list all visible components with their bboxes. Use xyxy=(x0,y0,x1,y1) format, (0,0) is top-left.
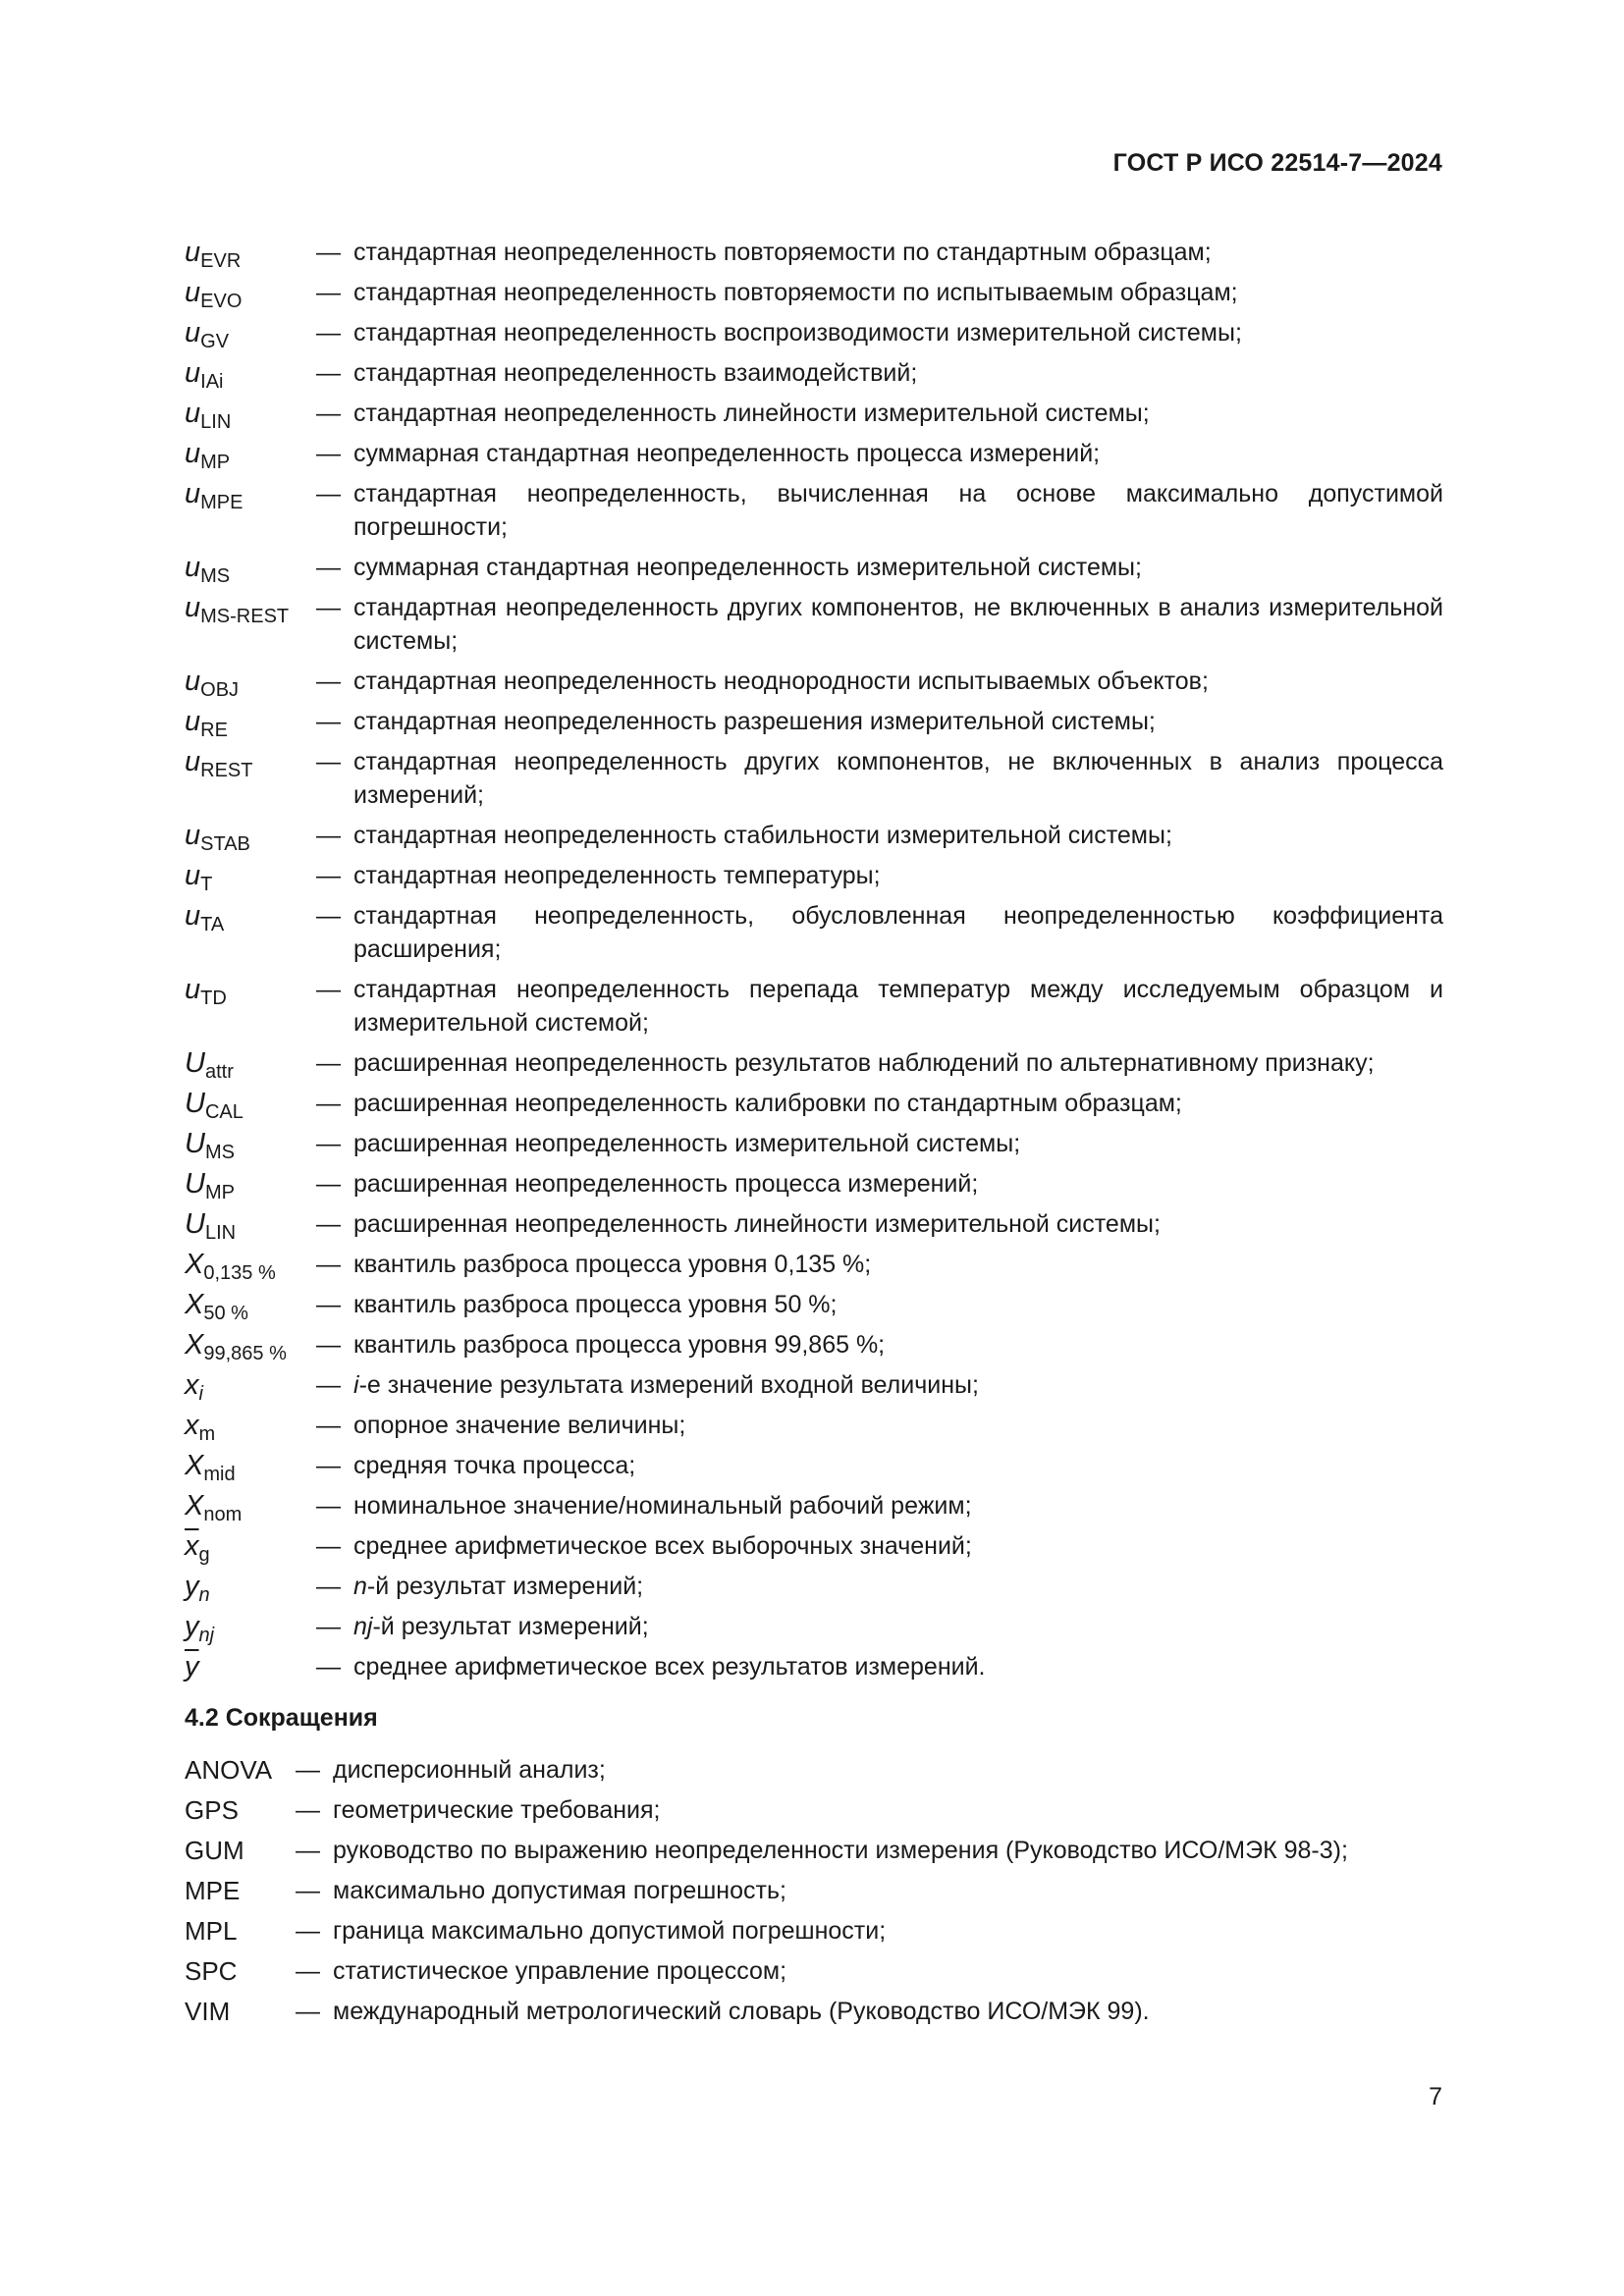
dash: — xyxy=(296,1917,320,1945)
symbol xyxy=(185,1087,316,1123)
symbol xyxy=(185,973,316,1040)
abbreviation: MPE xyxy=(185,1876,241,1905)
abbreviation: SPC xyxy=(185,1956,238,1986)
definition-text: стандартная неопределенность, обусловленная неопределенностью коэффициента расширения; xyxy=(353,902,1443,963)
dash: — xyxy=(316,902,341,930)
definition-text: стандартная неопределенность других компонентов, не включенных в анализ процесса измерений; xyxy=(353,748,1443,809)
definition-italic-prefix: nj xyxy=(353,1613,373,1640)
document-header: ГОСТ Р ИСО 22514-7—2024 xyxy=(1112,149,1442,177)
abbreviation-entry xyxy=(185,1914,1443,1948)
definition-text: квантиль разброса процесса уровня 99,865 %; xyxy=(353,1331,886,1359)
symbol-entry xyxy=(185,745,1443,812)
symbol-definition xyxy=(353,1368,1443,1402)
definition-text: стандартная неопределенность неоднородности испытываемых объектов; xyxy=(353,667,1209,695)
definition-text: стандартная неопределенность других компонентов, не включенных в анализ измерительной системы; xyxy=(353,594,1443,655)
abbreviation-definition: дисперсионный анализ; xyxy=(333,1756,606,1784)
dash: — xyxy=(316,1049,341,1077)
symbol-subscript: mid xyxy=(203,1464,236,1485)
symbol xyxy=(185,899,316,966)
symbol-subscript-text: i xyxy=(198,1383,203,1405)
abbreviation-definition: граница максимально допустимой погрешности; xyxy=(333,1917,887,1945)
symbol-subscript: nom xyxy=(203,1504,243,1525)
symbol-definition xyxy=(353,705,1443,738)
symbol-entry xyxy=(185,1529,1443,1566)
dash: — xyxy=(316,1170,341,1198)
symbol-definition xyxy=(353,1449,1443,1482)
symbol-base: u xyxy=(185,438,201,469)
symbol xyxy=(185,397,316,433)
symbol-subscript: attr xyxy=(204,1061,234,1083)
symbol xyxy=(185,1409,316,1445)
symbol-base: X xyxy=(185,1450,204,1481)
dash: — xyxy=(316,554,341,581)
dash: — xyxy=(316,239,341,266)
definition-text: стандартная неопределенность повторяемости по стандартным образцам; xyxy=(353,239,1212,266)
symbol-entry xyxy=(185,477,1443,544)
symbol-base: $\overline{x}$ xyxy=(185,1530,199,1562)
dash: — xyxy=(316,1331,341,1359)
symbol xyxy=(185,1610,316,1646)
symbol-base: U xyxy=(185,1047,205,1079)
symbol-entry xyxy=(185,1650,1443,1683)
abbreviation-definition: руководство по выражению неопределенности измерения (Руководство ИСО/МЭК 98-3); xyxy=(333,1837,1348,1864)
dash: — xyxy=(316,1492,341,1520)
dash: — xyxy=(316,1371,341,1399)
symbol-base: y xyxy=(185,1571,199,1602)
dash: — xyxy=(316,748,341,775)
symbol-entry xyxy=(185,665,1443,701)
abbreviation-definition: статистическое управление процессом; xyxy=(333,1957,787,1985)
symbol-entry xyxy=(185,236,1443,272)
symbol-subscript: MS xyxy=(204,1142,235,1163)
symbol-subscript: GV xyxy=(200,331,230,352)
definition-text: стандартная неопределенность стабильности измерительной системы; xyxy=(353,822,1172,849)
symbol-base: u xyxy=(185,357,201,389)
symbol-subscript xyxy=(199,1625,215,1646)
symbol-entry xyxy=(185,551,1443,587)
definition-text: среднее арифметическое всех выборочных значений; xyxy=(353,1532,972,1560)
abbreviation-entry xyxy=(185,1874,1443,1907)
symbol-subscript xyxy=(199,1383,203,1405)
symbol xyxy=(185,477,316,544)
symbol-base: x xyxy=(185,1410,199,1441)
symbol-base: u xyxy=(185,974,201,1005)
symbol-entry xyxy=(185,1167,1443,1201)
symbol-base: u xyxy=(185,746,201,777)
symbol-entry xyxy=(185,591,1443,658)
symbol-base: u xyxy=(185,478,201,509)
symbols-list xyxy=(185,236,1443,1690)
definition-text: расширенная неопределенность результатов наблюдений по альтернативному признаку; xyxy=(353,1049,1375,1077)
abbreviation: GPS xyxy=(185,1795,239,1825)
symbol-entry xyxy=(185,1207,1443,1244)
symbol xyxy=(185,1650,316,1683)
dash: — xyxy=(316,1251,341,1278)
symbol-subscript: MS xyxy=(200,565,231,587)
symbol xyxy=(185,1248,316,1284)
definition-text: расширенная неопределенность линейности измерительной системы; xyxy=(353,1210,1161,1238)
symbol-definition xyxy=(353,1248,1443,1281)
symbol-entry xyxy=(185,1087,1443,1123)
symbol-definition xyxy=(353,1167,1443,1201)
dash: — xyxy=(316,1452,341,1479)
symbol-definition xyxy=(353,859,1443,892)
symbol xyxy=(185,236,316,272)
symbol xyxy=(185,1288,316,1324)
symbol-entry xyxy=(185,437,1443,473)
symbol-definition xyxy=(353,316,1443,349)
symbol-definition xyxy=(353,1087,1443,1120)
symbol-entry xyxy=(185,276,1443,312)
symbol xyxy=(185,1046,316,1083)
dash: — xyxy=(316,279,341,306)
abbreviation-definition: максимально допустимая погрешность; xyxy=(333,1877,786,1904)
symbol-definition xyxy=(353,1650,1443,1683)
symbol-definition xyxy=(353,819,1443,852)
abbreviation: ANOVA xyxy=(185,1755,273,1785)
symbol xyxy=(185,437,316,473)
definition-italic-prefix: i xyxy=(353,1371,359,1399)
symbol-entry xyxy=(185,705,1443,741)
symbol-base: u xyxy=(185,706,201,737)
dash: — xyxy=(316,1130,341,1157)
symbol xyxy=(185,1449,316,1485)
symbol-base: x xyxy=(185,1369,199,1401)
symbol xyxy=(185,551,316,587)
symbol-base: u xyxy=(185,666,201,697)
abbreviation: GUM xyxy=(185,1836,244,1865)
symbol-subscript: 50 % xyxy=(203,1303,248,1324)
definition-text: -й результат измерений; xyxy=(366,1573,644,1600)
definition-text: стандартная неопределенность разрешения измерительной системы; xyxy=(353,708,1156,735)
symbol-subscript: 0,135 % xyxy=(203,1262,276,1284)
definition-text: номинальное значение/номинальный рабочий режим; xyxy=(353,1492,972,1520)
abbreviation-entry xyxy=(185,1995,1443,2028)
dash: — xyxy=(296,1796,320,1824)
symbol-base: u xyxy=(185,277,201,308)
definition-text: расширенная неопределенность калибровки по стандартным образцам; xyxy=(353,1090,1182,1117)
abbreviation-entry xyxy=(185,1753,1443,1787)
symbol xyxy=(185,1207,316,1244)
symbol-definition xyxy=(353,973,1443,1040)
definition-text: опорное значение величины; xyxy=(353,1412,686,1439)
definition-text: средняя точка процесса; xyxy=(353,1452,636,1479)
symbol xyxy=(185,1368,316,1405)
symbol-entry xyxy=(185,1409,1443,1445)
symbol xyxy=(185,1489,316,1525)
definition-text: стандартная неопределенность линейности измерительной системы; xyxy=(353,400,1150,427)
symbol-definition xyxy=(353,1489,1443,1522)
symbol-definition xyxy=(353,1610,1443,1643)
symbol-definition xyxy=(353,1207,1443,1241)
definition-text: стандартная неопределенность перепада температур между исследуемым образцом и измерительной системой; xyxy=(353,976,1443,1037)
symbol-base: U xyxy=(185,1208,205,1240)
dash: — xyxy=(316,400,341,427)
symbol-entry xyxy=(185,859,1443,895)
dash: — xyxy=(316,667,341,695)
symbol-base: U xyxy=(185,1128,205,1159)
definition-italic-prefix: n xyxy=(353,1573,367,1600)
definition-text: стандартная неопределенность взаимодействий; xyxy=(353,359,918,387)
abbreviation-definition: международный метрологический словарь (Руководство ИСО/МЭК 99). xyxy=(333,1998,1150,2025)
symbol-subscript: MPE xyxy=(200,492,244,513)
definition-text: суммарная стандартная неопределенность процесса измерений; xyxy=(353,440,1101,467)
symbol-entry xyxy=(185,1127,1443,1163)
symbol-entry xyxy=(185,1288,1443,1324)
symbol-subscript: STAB xyxy=(200,833,250,855)
symbol-entry xyxy=(185,899,1443,966)
symbol xyxy=(185,591,316,658)
definition-text: квантиль разброса процесса уровня 50 %; xyxy=(353,1291,838,1318)
symbol xyxy=(185,859,316,895)
symbol xyxy=(185,705,316,741)
symbol-definition xyxy=(353,1288,1443,1321)
symbol xyxy=(185,1328,316,1362)
symbol-subscript: g xyxy=(198,1544,210,1566)
symbol-definition xyxy=(353,1409,1443,1442)
symbol-subscript: IAi xyxy=(200,371,224,393)
abbreviation-entry xyxy=(185,1954,1443,1988)
symbol-entry xyxy=(185,397,1443,433)
symbol-base: X xyxy=(185,1249,204,1280)
symbol-definition xyxy=(353,477,1443,544)
definition-text: расширенная неопределенность измерительной системы; xyxy=(353,1130,1021,1157)
abbreviation: MPL xyxy=(185,1916,238,1946)
dash: — xyxy=(316,359,341,387)
symbol-base: X xyxy=(185,1329,204,1361)
dash: — xyxy=(316,822,341,849)
symbol-entry xyxy=(185,1368,1443,1405)
symbol-entry xyxy=(185,356,1443,393)
dash: — xyxy=(296,1837,320,1864)
symbol-definition xyxy=(353,356,1443,390)
symbol-base: u xyxy=(185,317,201,348)
symbol-definition xyxy=(353,591,1443,658)
dash: — xyxy=(316,440,341,467)
dash: — xyxy=(316,480,341,507)
dash: — xyxy=(296,1957,320,1985)
symbol-definition xyxy=(353,1529,1443,1563)
abbreviation-entry xyxy=(185,1793,1443,1827)
symbol-subscript xyxy=(199,1584,210,1606)
symbol-definition xyxy=(353,551,1443,584)
symbol-definition xyxy=(353,899,1443,966)
symbol-subscript-text: n xyxy=(198,1584,210,1606)
definition-text: стандартная неопределенность, вычисленная на основе максимально допустимой погрешности; xyxy=(353,480,1443,541)
symbol-entry xyxy=(185,1248,1443,1284)
symbol xyxy=(185,665,316,701)
symbol-subscript: MP xyxy=(204,1182,235,1203)
symbol-definition xyxy=(353,745,1443,812)
symbol-definition xyxy=(353,236,1443,269)
dash: — xyxy=(316,1090,341,1117)
symbol xyxy=(185,819,316,855)
symbol-definition xyxy=(353,397,1443,430)
symbol-subscript: TD xyxy=(200,988,227,1009)
symbol-entry xyxy=(185,1570,1443,1606)
symbol-entry xyxy=(185,316,1443,352)
symbol-base: X xyxy=(185,1490,204,1522)
symbol-base: U xyxy=(185,1168,205,1200)
page-number: 7 xyxy=(1429,2083,1442,2110)
symbol-subscript-text: nj xyxy=(198,1625,215,1646)
dash: — xyxy=(316,319,341,347)
symbol-entry xyxy=(185,1046,1443,1083)
symbol-entry xyxy=(185,973,1443,1040)
dash: — xyxy=(316,862,341,889)
symbol-subscript: MP xyxy=(200,452,231,473)
symbol-entry xyxy=(185,1489,1443,1525)
definition-text: стандартная неопределенность температуры; xyxy=(353,862,881,889)
dash: — xyxy=(316,1291,341,1318)
symbol xyxy=(185,745,316,812)
symbol-base: u xyxy=(185,900,201,932)
symbol-definition xyxy=(353,1328,1443,1362)
definition-text: расширенная неопределенность процесса измерений; xyxy=(353,1170,979,1198)
symbol-definition xyxy=(353,1046,1443,1080)
definition-text: стандартная неопределенность воспроизводимости измерительной системы; xyxy=(353,319,1242,347)
symbol-entry xyxy=(185,1328,1443,1362)
symbol-base: u xyxy=(185,237,201,268)
symbol-base: $\overline{y}$ xyxy=(185,1651,199,1682)
dash: — xyxy=(316,708,341,735)
symbol-base: U xyxy=(185,1088,205,1119)
symbol-definition xyxy=(353,437,1443,470)
symbol-base: u xyxy=(185,552,201,583)
symbol-entry xyxy=(185,819,1443,855)
dash: — xyxy=(316,1210,341,1238)
symbol xyxy=(185,316,316,352)
dash: — xyxy=(316,1412,341,1439)
dash: — xyxy=(316,1613,341,1640)
definition-text: -й результат измерений; xyxy=(372,1613,649,1640)
symbol-subscript: TA xyxy=(200,914,225,935)
definition-text: квантиль разброса процесса уровня 0,135 %; xyxy=(353,1251,872,1278)
abbreviations-list xyxy=(185,1753,1443,2035)
symbol xyxy=(185,1570,316,1606)
symbol-base: u xyxy=(185,820,201,851)
symbol xyxy=(185,1167,316,1201)
symbol-subscript: EVR xyxy=(200,250,242,272)
dash: — xyxy=(316,1532,341,1560)
symbol-subscript: CAL xyxy=(204,1101,244,1123)
symbol-base: u xyxy=(185,860,201,891)
symbol xyxy=(185,1127,316,1163)
symbol-definition xyxy=(353,1570,1443,1603)
dash: — xyxy=(316,594,341,621)
dash: — xyxy=(296,1877,320,1904)
definition-text: суммарная стандартная неопределенность измерительной системы; xyxy=(353,554,1142,581)
symbol-subscript: REST xyxy=(200,760,253,781)
dash: — xyxy=(316,1653,341,1681)
symbol-base: y xyxy=(185,1611,199,1642)
abbreviation-definition: геометрические требования; xyxy=(333,1796,661,1824)
symbol-base: u xyxy=(185,592,201,623)
section-title: 4.2 Сокращения xyxy=(185,1704,378,1732)
definition-text: стандартная неопределенность повторяемости по испытываемым образцам; xyxy=(353,279,1238,306)
symbol-entry xyxy=(185,1449,1443,1485)
dash: — xyxy=(316,976,341,1003)
symbol-subscript: RE xyxy=(200,720,228,741)
symbol-subscript: LIN xyxy=(204,1222,237,1244)
symbol-definition xyxy=(353,665,1443,698)
dash: — xyxy=(296,1998,320,2025)
symbol-base: u xyxy=(185,398,201,429)
symbol-subscript: OBJ xyxy=(200,679,240,701)
symbol-subscript: MS-REST xyxy=(200,606,290,627)
abbreviation-entry xyxy=(185,1834,1443,1867)
symbol-definition xyxy=(353,276,1443,309)
dash: — xyxy=(316,1573,341,1600)
symbol-subscript: T xyxy=(200,874,213,895)
symbol xyxy=(185,276,316,312)
abbreviation: VIM xyxy=(185,1997,231,2026)
definition-text: -е значение результата измерений входной величины; xyxy=(358,1371,979,1399)
symbol-entry xyxy=(185,1610,1443,1646)
symbol-subscript: m xyxy=(198,1423,216,1445)
symbol-subscript: EVO xyxy=(200,291,243,312)
symbol-base: X xyxy=(185,1289,204,1320)
symbol-subscript: LIN xyxy=(200,411,232,433)
definition-text: среднее арифметическое всех результатов измерений. xyxy=(353,1653,986,1681)
symbol-definition xyxy=(353,1127,1443,1160)
dash: — xyxy=(296,1756,320,1784)
symbol-subscript: 99,865 % xyxy=(203,1343,287,1364)
symbol xyxy=(185,356,316,393)
symbol xyxy=(185,1529,316,1566)
